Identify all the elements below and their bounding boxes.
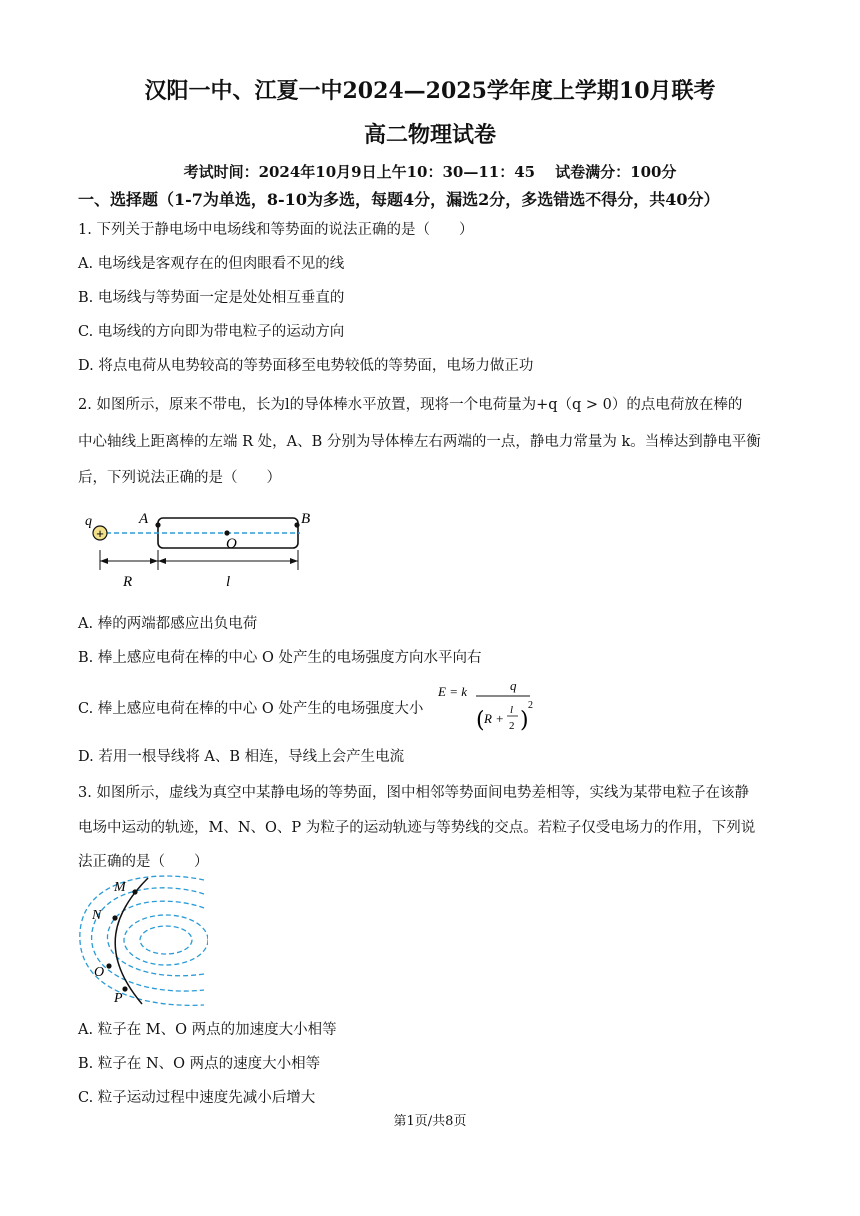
label-p: P: [114, 991, 123, 1006]
field-formula: [438, 678, 548, 742]
q3-stem-line2: 电场中运动的轨迹，M、N、O、P 为粒子的运动轨迹与等势线的交点。若粒子仅受电场力的作用，下列说: [78, 820, 756, 836]
q2-stem-line2: 中心轴线上距离棒的左端 R 处，A、B 分别为导体棒左右两端的一点，静电力常量为 k。当棒达到静电平衡: [78, 434, 761, 450]
label-l: l: [226, 574, 231, 590]
rod-diagram: [78, 504, 328, 594]
formula-inner-numerator: l: [510, 704, 514, 716]
particle-trajectory: [115, 878, 148, 1004]
label-m: M: [114, 880, 126, 895]
q2-option-a: A. 棒的两端都感应出负电荷: [78, 616, 258, 632]
formula-denominator-left: R +: [484, 711, 504, 726]
arrow-r-right: [150, 558, 158, 564]
q1-option-c: C. 电场线的方向即为带电粒子的运动方向: [78, 324, 345, 340]
equipotential-diagram: [78, 872, 208, 1012]
equipotential-lines: [80, 876, 208, 1005]
label-a: A: [139, 511, 149, 527]
label-o: O: [226, 536, 237, 552]
q2-option-d: D. 若用一根导线将 A、B 相连，导线上会产生电流: [78, 749, 405, 765]
formula-lhs: E = k: [438, 684, 467, 699]
q2-option-b: B. 棒上感应电荷在棒的中心 O 处产生的电场强度方向水平向右: [78, 650, 482, 666]
q1-option-d: D. 将点电荷从电势较高的等势面移至电势较低的等势面，电场力做正功: [78, 358, 534, 374]
exam-title: 汉阳一中、江夏一中2024—2025学年度上学期10月联考: [144, 78, 716, 104]
formula-paren-left: (: [476, 708, 485, 733]
q2-option-c: C. 棒上感应电荷在棒的中心 O 处产生的电场强度大小: [78, 701, 424, 717]
point-o-dot: [106, 963, 111, 968]
q2-stem-line3: 后，下列说法正确的是（ ）: [78, 470, 281, 486]
charge-plus-sign: +: [96, 526, 104, 541]
label-n: N: [92, 908, 102, 923]
q1-option-a: A. 电场线是客观存在的但肉眼看不见的线: [78, 256, 345, 272]
formula-paren-right: ): [520, 708, 529, 733]
formula-numerator: q: [510, 678, 517, 693]
q3-option-a: A. 粒子在 M、O 两点的加速度大小相等: [78, 1022, 337, 1038]
q1-option-b: B. 电场线与等势面一定是处处相互垂直的: [78, 290, 345, 306]
point-o-dot: [224, 530, 229, 535]
label-o: O: [94, 965, 105, 980]
point-b-dot: [294, 522, 299, 527]
q3-stem-line3: 法正确的是（ ）: [78, 854, 209, 870]
label-b: B: [301, 511, 311, 527]
arrow-r-left: [100, 558, 108, 564]
q1-stem: 1. 下列关于静电场中电场线和等势面的说法正确的是（ ）: [78, 222, 474, 238]
label-q: q: [85, 514, 92, 529]
arrow-l-left: [158, 558, 166, 564]
point-n-dot: [112, 915, 117, 920]
q3-option-c: C. 粒子运动过程中速度先减小后增大: [78, 1090, 316, 1106]
exam-info: [0, 161, 860, 182]
point-a-dot: [155, 522, 160, 527]
formula-inner-denominator: 2: [509, 720, 515, 732]
page-footer: 第1页/共8页: [393, 1114, 467, 1129]
q3-stem-line1: 3. 如图所示，虚线为真空中某静电场的等势面，图中相邻等势面间电势差相等，实线为某带电粒子在该静: [78, 785, 749, 801]
exam-time: 考试时间：2024年10月9日上午10：30—11：45: [183, 163, 536, 181]
section-heading: 一、选择题（1-7为单选，8-10为多选，每题4分，漏选2分，多选错选不得分，共40分）: [78, 190, 720, 209]
q3-option-b: B. 粒子在 N、O 两点的速度大小相等: [78, 1056, 321, 1072]
exam-subtitle: 高二物理试卷: [363, 122, 496, 148]
point-p-dot: [122, 986, 127, 991]
formula-exponent: 2: [528, 700, 533, 711]
exam-score: 试卷满分：100分: [555, 163, 677, 181]
arrow-l-right: [290, 558, 298, 564]
point-m-dot: [132, 889, 137, 894]
q2-stem-line1: 2. 如图所示，原来不带电，长为l的导体棒水平放置，现将一个电荷量为+q（q > 0）的点电荷放在棒的: [78, 397, 743, 413]
label-r: R: [123, 574, 133, 590]
